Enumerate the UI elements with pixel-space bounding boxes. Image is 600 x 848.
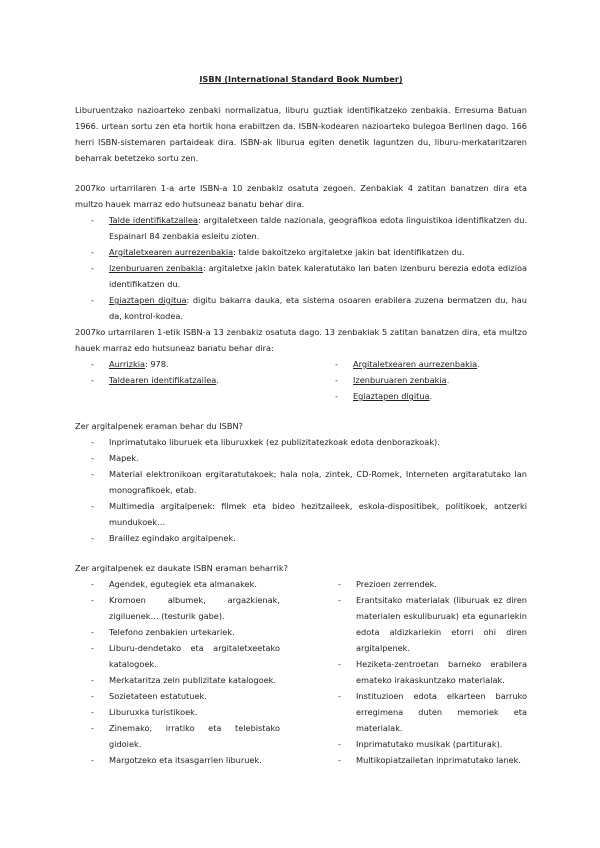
isbn10-list [75, 212, 527, 324]
list-item: - Telefono zenbakien urtekariek. [75, 624, 280, 640]
mustnot-columns [75, 576, 527, 768]
list-item: - Liburu-dendetako eta argitaletxeetako katalogoek. [75, 640, 280, 672]
list-item [75, 292, 527, 324]
list-item-term: Argitaletxearen aurrezenbakia [353, 359, 478, 369]
list-item-term: Egiaztapen digitua [353, 391, 430, 401]
list-item-text: : argitaletxe jakin batek kaleratutako lan baten izenburu berezia edota edizioa identifikatzen du. [109, 263, 527, 289]
list-item-term: Aurrizkia [109, 359, 145, 369]
list-item [319, 356, 527, 372]
list-item-term: Egiaztapen digitua [109, 295, 187, 305]
isbn13-columns [75, 356, 527, 404]
must-list [75, 434, 527, 546]
list-item-term: Taldearen identifikatzailea [109, 375, 217, 385]
list-item-text: . [477, 359, 480, 369]
list-item-text: : argitaletxeen talde nazionala, geografikoa edota linguistikoa identifikatzen du. Espainari 84 zenbakia esleitu zioten. [109, 215, 527, 241]
list-item: - Agendek, egutegiek eta almanakek. [75, 576, 280, 592]
list-item-text: . [446, 375, 450, 385]
list-item: - Multikopiatzailetan inprimatutako lanek. [322, 752, 527, 768]
list-item: - Prezioen zerrendek. [322, 576, 527, 592]
list-item-text: . [216, 375, 219, 385]
isbn13-paragraph: 2007ko urtarrilaren 1-etik ISBN-a 13 zenbakiz osatuta dago. 13 zenbakiak 5 zatitan banatzen dira, eta multzo hauek marraz edo hutsuneaz banatu behar dira: [75, 327, 527, 353]
list-item: - Kromoen albumek, argazkienak, zigiluenek… (testurik gabe). [75, 592, 280, 624]
isbn10-paragraph: 2007ko urtarrilaren 1-a arte ISBN-a 10 zenbakiz osatuta zegoen. Zenbakiak 4 zatitan banatzen dira eta multzo hauek marraz edo hutsuneaz banatu behar dira. [75, 183, 527, 209]
list-item: - Mapek. [75, 450, 527, 466]
list-item: - Material elektronikoan ergitaratutakoek; hala nola, zintek, CD-Romek, Interneten argitaratutako lan monografikoek, etab. [75, 466, 527, 498]
list-item: - Erantsitako materialak (liburuak ez diren materialen eskuliburuak) eta egunariekin edota aldizkariekin etorri ohi diren argitalpenek. [322, 592, 527, 656]
list-item [75, 260, 527, 292]
document-page [75, 71, 527, 768]
list-item: - Heziketa-zentroetan barneko erabilera emateko irakaskuntzako materialak. [322, 656, 527, 688]
list-item-term: Argitaletxearen aurrezenbakia [109, 247, 234, 257]
list-item-text: : digitu bakarra dauka, eta sistema osoaren erabilera zuzena bermatzen du, hau da, kontrol-kodea. [109, 295, 527, 321]
list-item: - Braillez egindako argitalpenek. [75, 530, 527, 546]
list-item: - Sozietateen estatutuek. [75, 688, 280, 704]
list-item: - Liburuxka turistikoek. [75, 704, 280, 720]
intro-paragraph: Liburuentzako nazioarteko zenbaki normalizatua, liburu guztiak identifikatzeko zenbakia. Erresuma Batuan 1966. urtean sortu zen eta hortik hona erabiltzen da. ISBN-kodearen nazioarteko bulegoa Berlinen dago. 166 herri ISBN-sistemaren partaideak dira. ISBN-ak liburua egiten denetik laguntzen du, liburu-merkataritzaren beharrak betetzeko sortu zen. [75, 105, 527, 163]
list-item-term: Talde identifikatzailea [109, 215, 199, 225]
list-item: - Margotzeko eta itsasgarrien liburuek. [75, 752, 280, 768]
list-item: - Multimedia argitalpenek: filmek eta bideo hezitzaileek, eskola-dispositibek, politikoek, antzerki mundukoek… [75, 498, 527, 530]
list-item-text: . [429, 391, 433, 401]
list-item: - Inprimatutako musikak (partiturak). [322, 736, 527, 752]
page-title: ISBN (International Standard Book Number) [199, 74, 403, 84]
mustnot-list-right [322, 576, 527, 768]
list-item [319, 388, 527, 404]
list-item [75, 372, 283, 388]
isbn13-list-left [75, 356, 283, 404]
list-item: - Instituzioen edota elkarteen barruko erregimena duten memoriek eta materialak. [322, 688, 527, 736]
list-item: - Inprimatutako liburuek eta liburuxkek (ez publizitatezkoak edota denborazkoak). [75, 434, 527, 450]
list-item-term: Izenburuaren zenbakia [109, 263, 203, 273]
isbn13-list-right [319, 356, 527, 404]
list-item [319, 372, 527, 388]
list-item-text: : 978. [144, 359, 169, 369]
list-item [75, 244, 527, 260]
list-item-term: Izenburuaren zenbakia [353, 375, 447, 385]
list-item [75, 356, 283, 372]
list-item: - Zinemako, irratiko eta telebistako gidoiek. [75, 720, 280, 752]
list-item: - Merkataritza zein publizitate katalogoek. [75, 672, 280, 688]
mustnot-question: Zer argitalpenek ez daukate ISBN eraman beharrik? [75, 563, 288, 573]
mustnot-list-left [75, 576, 280, 768]
list-item [75, 212, 527, 244]
list-item-text: : talde bakoitzeko argitaletxe jakin bat identifikatzen du. [233, 247, 465, 257]
must-question: Zer argitalpenek eraman behar du ISBN? [75, 421, 243, 431]
